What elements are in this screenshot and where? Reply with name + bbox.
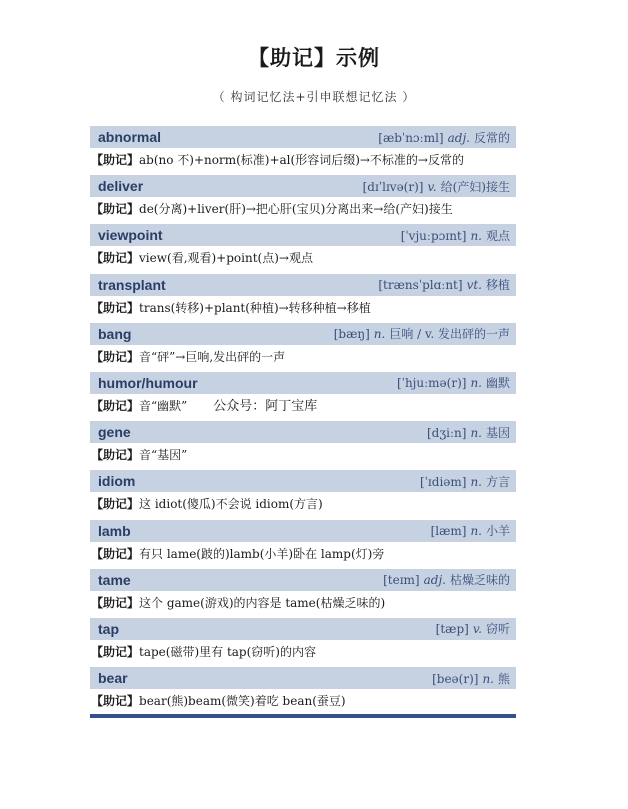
- entry-memo: [90, 689, 516, 713]
- entry-word: abnormal: [98, 129, 162, 145]
- entry-word: lamb: [98, 522, 131, 539]
- entry-meaning: 小羊: [485, 524, 510, 538]
- entry-meaning: 给(产妇)接生: [440, 179, 510, 194]
- entry-transplant: [90, 274, 516, 323]
- entry-deliver: [90, 175, 516, 224]
- entry-memo: [90, 492, 516, 516]
- entry-abnormal: [90, 126, 516, 175]
- entry-phonetic: [bæŋ]: [333, 327, 370, 342]
- entry-pos: n.: [470, 425, 482, 440]
- entry-meta: [378, 129, 510, 146]
- memo-text: 这个 game(游戏)的内容是 tame(枯燥乏味的): [139, 595, 386, 610]
- entry-tap: [90, 618, 516, 667]
- entry-meta: [397, 374, 510, 391]
- entry-phonetic: [trænsˈplɑːnt]: [378, 278, 463, 293]
- entry-pos: n.: [470, 524, 482, 538]
- entry-word: transplant: [98, 276, 166, 293]
- memo-text: 有只 lame(跛的)lamb(小羊)卧在 lamp(灯)旁: [139, 546, 385, 561]
- entry-meaning: 观点: [485, 228, 510, 243]
- entry-meaning: 反常的: [473, 130, 510, 145]
- entry-list: [90, 126, 516, 716]
- entry-bang: [90, 323, 516, 372]
- entry-header: [90, 224, 516, 246]
- memo-text: tape(磁带)里有 tap(窃听)的内容: [139, 644, 316, 659]
- entry-word: gene: [98, 424, 131, 441]
- entry-phonetic: [dɪˈlɪvə(r)]: [362, 179, 424, 194]
- entry-header: [90, 274, 516, 296]
- memo-tag: 【助记】: [91, 497, 140, 512]
- memo-tag: 【助记】: [91, 251, 140, 266]
- entry-meaning: 方言: [485, 474, 510, 489]
- entry-gene: [90, 421, 516, 470]
- memo-text: ab(no 不)+norm(标准)+al(形容词后缀)→不标准的→反常的: [139, 153, 464, 167]
- entry-header: [90, 372, 516, 394]
- memo-text: trans(转移)+plant(种植)→转移种植→移植: [139, 300, 371, 315]
- page-title: 【助记】示例: [248, 46, 380, 70]
- memo-tag: 【助记】: [91, 153, 140, 167]
- entry-meaning: 巨响 / v. 发出砰的一声: [389, 327, 510, 342]
- entry-meaning: 基因: [485, 425, 510, 440]
- memo-tag: 【助记】: [91, 398, 140, 413]
- entry-memo: [90, 542, 516, 566]
- entry-pos: n.: [470, 228, 482, 243]
- memo-text: de(分离)+liver(肝)→把心肝(宝贝)分离出来→给(产妇)接生: [139, 202, 453, 217]
- memo-tag: 【助记】: [91, 546, 140, 561]
- entry-meta: [378, 276, 510, 293]
- entry-phonetic: [ˈhjuːmə(r)]: [396, 376, 467, 391]
- entry-bear: [90, 667, 516, 716]
- entry-phonetic: [beə(r)]: [432, 671, 479, 686]
- entry-humor: [90, 372, 516, 421]
- entry-meta: [432, 670, 510, 687]
- entry-header: [90, 175, 516, 197]
- entry-word: viewpoint: [98, 227, 163, 244]
- memo-text: 这 idiot(傻瓜)不会说 idiom(方言): [139, 497, 323, 512]
- memo-text: 音“基因”: [139, 448, 188, 463]
- entry-word: bear: [98, 670, 128, 687]
- entry-meta: [363, 178, 510, 195]
- entry-header: [90, 323, 516, 345]
- entry-header: [90, 667, 516, 689]
- entry-word: humor/humour: [98, 374, 198, 391]
- memo-text: view(看,观看)+point(点)→观点: [139, 251, 313, 266]
- entry-memo: [90, 394, 516, 418]
- entry-phonetic: [æbˈnɔːml]: [378, 130, 444, 145]
- entry-memo: [90, 591, 516, 615]
- entry-header: [90, 569, 516, 591]
- entry-meta: [420, 473, 510, 490]
- entry-meaning: 移植: [485, 278, 510, 293]
- entry-pos: v.: [472, 622, 482, 637]
- entry-pos: adj.: [423, 573, 446, 588]
- memo-tag: 【助记】: [91, 595, 140, 610]
- entry-viewpoint: [90, 224, 516, 273]
- entry-idiom: [90, 470, 516, 519]
- entry-word: bang: [98, 325, 132, 342]
- entry-memo: [90, 148, 516, 172]
- entry-header: [90, 421, 516, 443]
- entry-memo: [90, 296, 516, 320]
- entry-pos: n.: [373, 327, 386, 342]
- entry-pos: adj.: [447, 130, 470, 145]
- watermark-text: 公众号：阿丁宝库: [213, 398, 318, 414]
- entry-header: [90, 520, 516, 542]
- entry-word: idiom: [98, 473, 136, 490]
- entry-meaning: 枯燥乏味的: [449, 573, 510, 588]
- entry-meta: [383, 571, 510, 588]
- page-subtitle: （ 构词记忆法+引申联想记忆法 ）: [212, 90, 416, 104]
- entry-memo: [90, 246, 516, 270]
- entry-phonetic: [ˈvjuːpɔɪnt]: [400, 228, 467, 243]
- memo-text: 音“幽默”: [139, 398, 188, 413]
- memo-text: 音“砰”→巨响,发出砰的一声: [139, 349, 286, 364]
- entry-memo: [90, 345, 516, 369]
- entry-meaning: 熊: [497, 671, 510, 686]
- memo-text: bear(熊)beam(微笑)着吃 bean(蚕豆): [139, 694, 346, 709]
- entry-word: tame: [98, 571, 131, 588]
- entry-tame: [90, 569, 516, 618]
- entry-word: tap: [98, 620, 119, 637]
- memo-tag: 【助记】: [91, 644, 140, 659]
- entry-pos: n.: [470, 474, 482, 489]
- entry-meta: [431, 522, 510, 539]
- memo-tag: 【助记】: [91, 694, 140, 709]
- bottom-rule: [90, 714, 516, 718]
- entry-pos: n.: [470, 376, 482, 391]
- entry-meaning: 窃听: [485, 622, 510, 637]
- entry-pos: n.: [482, 671, 494, 686]
- entry-meaning: 幽默: [485, 376, 510, 391]
- memo-tag: 【助记】: [91, 349, 140, 364]
- entry-header: [90, 126, 516, 148]
- entry-phonetic: [ˈɪdiəm]: [419, 474, 467, 489]
- entry-memo: [90, 197, 516, 221]
- entry-phonetic: [teɪm]: [383, 573, 420, 588]
- entry-meta: [334, 325, 510, 342]
- entry-phonetic: [dʒiːn]: [427, 425, 467, 440]
- entry-memo: [90, 443, 516, 467]
- memo-tag: 【助记】: [91, 448, 140, 463]
- entry-phonetic: [læm]: [430, 524, 467, 538]
- entry-header: [90, 618, 516, 640]
- entry-meta: [427, 424, 510, 441]
- entry-meta: [401, 227, 510, 244]
- entry-pos: vt.: [466, 278, 482, 293]
- entry-word: deliver: [98, 178, 144, 195]
- entry-header: [90, 470, 516, 492]
- memo-tag: 【助记】: [91, 202, 140, 217]
- entry-memo: [90, 640, 516, 664]
- entry-pos: v.: [427, 179, 437, 194]
- entry-meta: [436, 620, 510, 637]
- entry-phonetic: [tæp]: [435, 622, 469, 637]
- entry-lamb: [90, 520, 516, 569]
- memo-tag: 【助记】: [91, 300, 140, 315]
